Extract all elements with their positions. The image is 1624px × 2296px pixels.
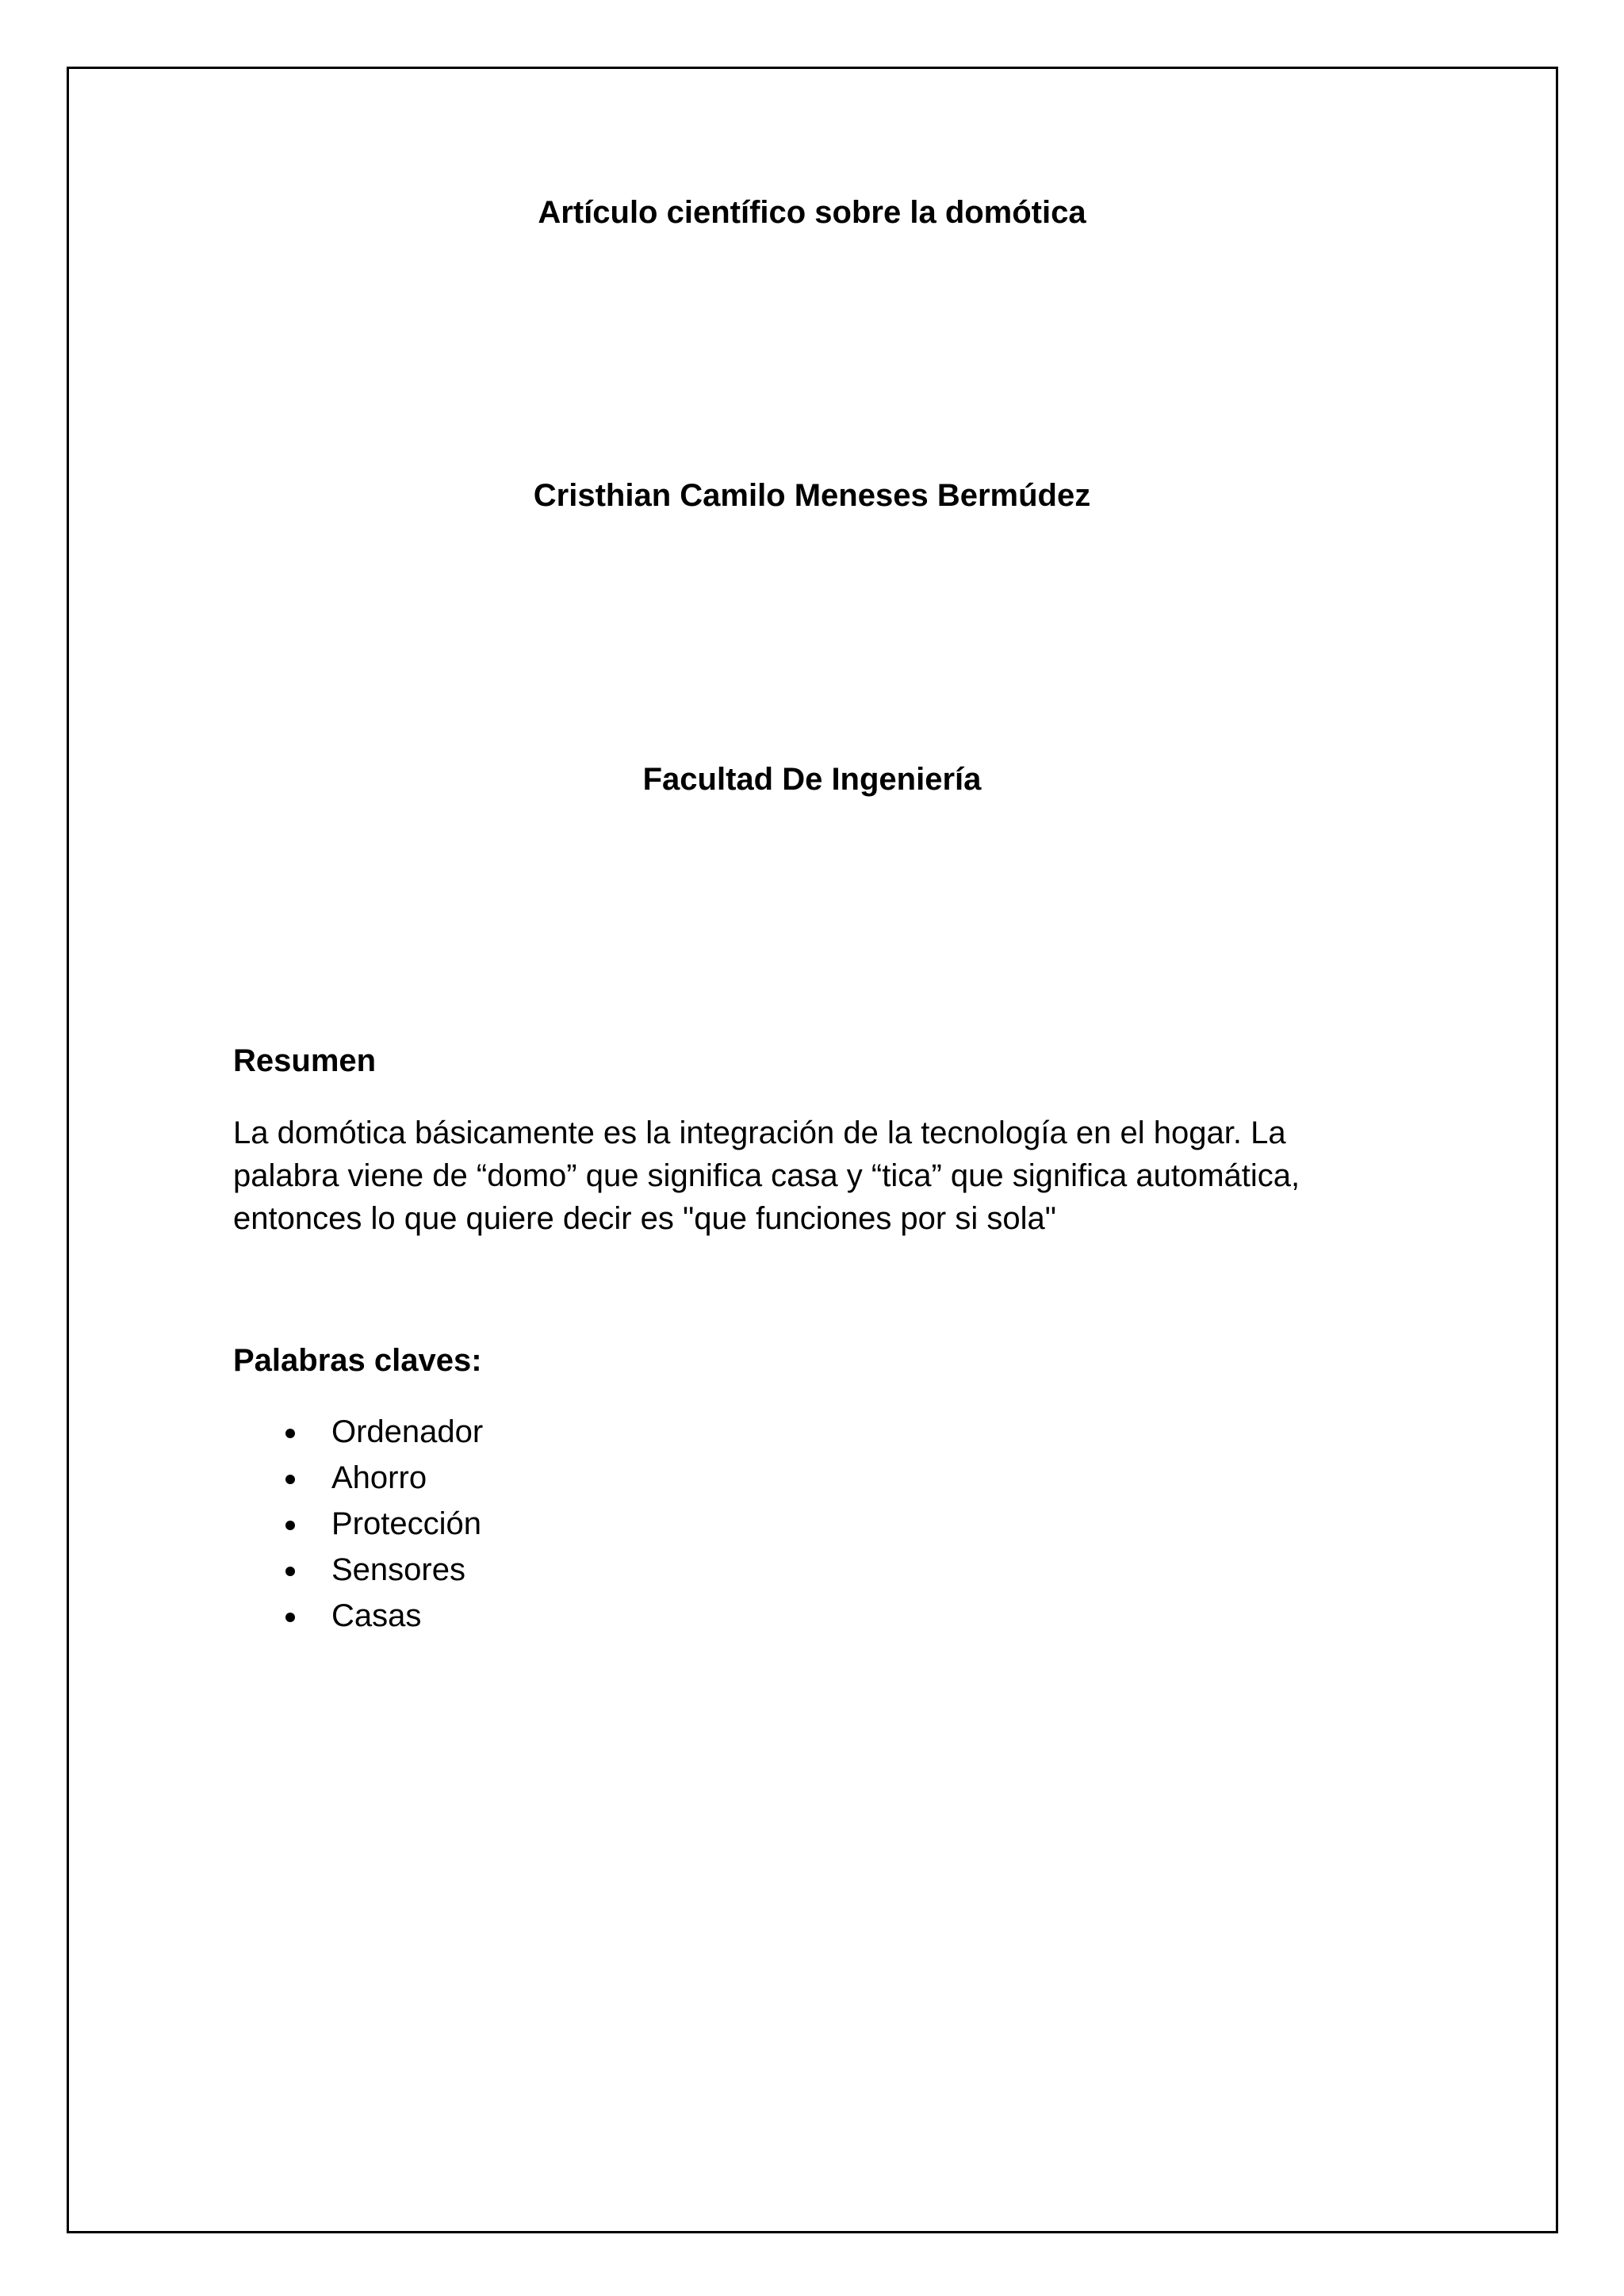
bullet-icon bbox=[285, 1613, 295, 1622]
bullet-icon bbox=[285, 1429, 295, 1438]
bullet-icon bbox=[285, 1567, 295, 1576]
keywords-heading: Palabras claves: bbox=[233, 1343, 482, 1378]
bullet-icon bbox=[285, 1475, 295, 1484]
keyword-list bbox=[233, 1411, 483, 1641]
document-title: Artículo científico sobre la domótica bbox=[538, 195, 1086, 230]
keyword-label: Casas bbox=[331, 1598, 422, 1633]
bullet-icon bbox=[285, 1521, 295, 1530]
keyword-label: Ordenador bbox=[331, 1414, 484, 1449]
keyword-item bbox=[233, 1503, 483, 1549]
keyword-label: Ahorro bbox=[331, 1460, 427, 1495]
abstract-body bbox=[233, 1112, 1423, 1240]
abstract-line: entonces lo que quiere decir es "que funciones por si sola" bbox=[233, 1201, 1056, 1236]
abstract-heading: Resumen bbox=[233, 1043, 377, 1078]
keyword-item bbox=[233, 1549, 483, 1595]
keyword-item bbox=[233, 1411, 483, 1457]
document-faculty: Facultad De Ingeniería bbox=[642, 762, 982, 797]
abstract-line: palabra viene de “domo” que significa casa y “tica” que significa automática, bbox=[233, 1158, 1300, 1193]
keyword-label: Sensores bbox=[331, 1552, 465, 1587]
keyword-item bbox=[233, 1457, 483, 1503]
keyword-label: Protección bbox=[331, 1506, 481, 1541]
keyword-item bbox=[233, 1595, 483, 1641]
abstract-line: La domótica básicamente es la integración de la tecnología en el hogar. La bbox=[233, 1115, 1286, 1150]
document-author: Cristhian Camilo Meneses Bermúdez bbox=[533, 478, 1091, 513]
